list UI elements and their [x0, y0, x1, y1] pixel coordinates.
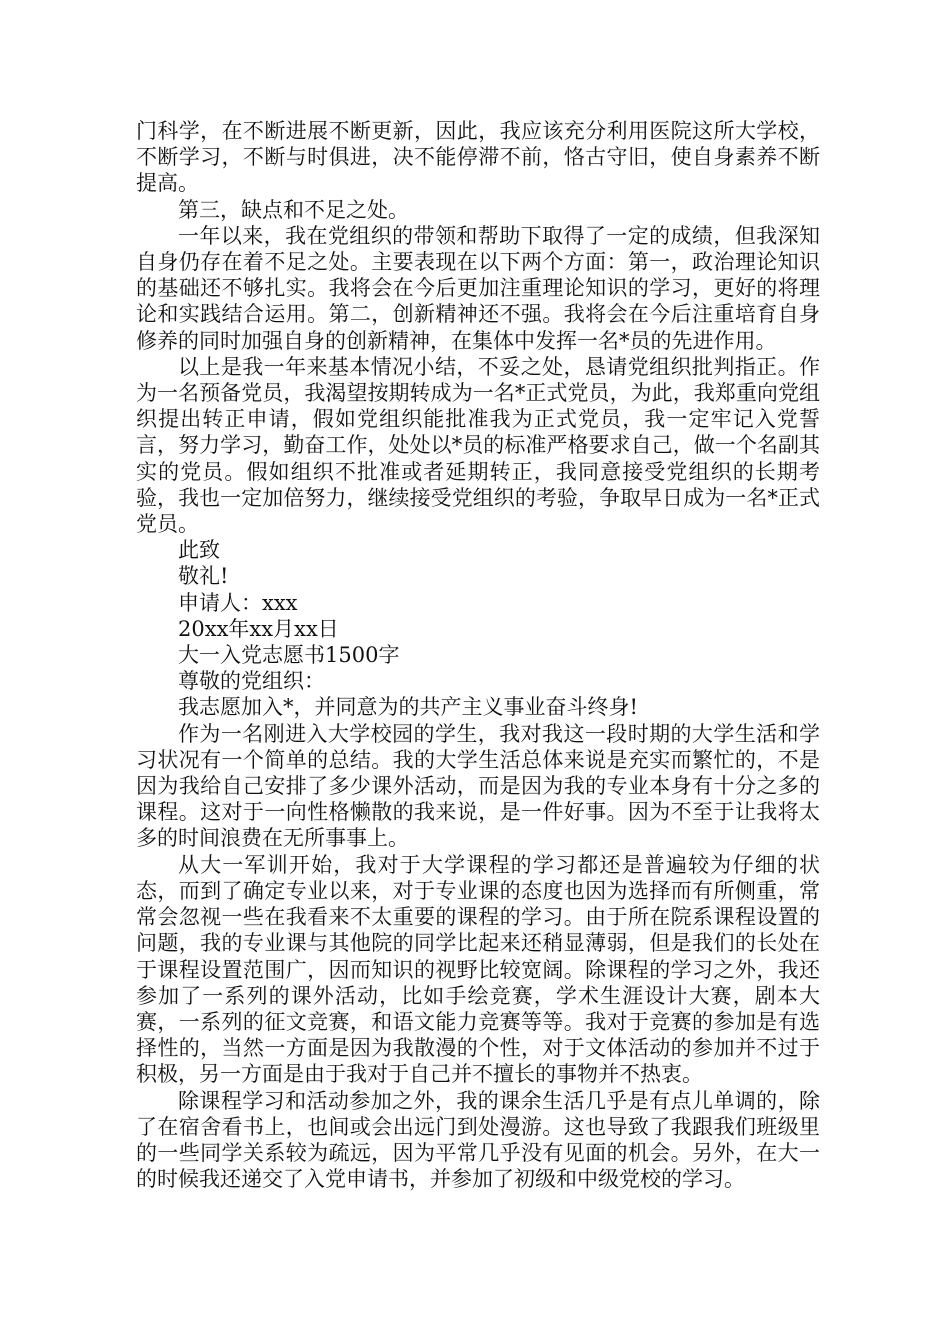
- body-paragraph-3: 除课程学习和活动参加之外，我的课余生活几乎是有点儿单调的，除了在宿舍看书上，也间或会出远门到处漫游。这也导致了我跟我们班级里的一些同学关系较为疏远，因为平常几乎没有见面的机会。另外，在大一的时候我还递交了入党申请书，并参加了初级和中级党校的学习。: [136, 1088, 820, 1192]
- closing-line-applicant: 申请人：xxx: [178, 590, 298, 615]
- closing-line-date: 20xx年xx月xx日: [178, 616, 339, 641]
- document-page: [136, 118, 820, 1192]
- paragraph-shortcomings: 一年以来，我在党组织的带领和帮助下取得了一定的成绩，但我深知自身仍存在着不足之处。主要表现在以下两个方面：第一，政治理论知识的基础还不够扎实。我将会在今后更加注重理论知识的学习，更好的将理论和实践结合运用。第二，创新精神还不强。我将会在今后注重培育自身修养的同时加强自身的创新精神，在集体中发挥一名*员的先进作用。: [136, 223, 820, 353]
- paragraph-summary: 以上是我一年来基本情况小结，不妥之处，恳请党组织批判指正。作为一名预备党员，我渴望按期转成为一名*正式党员，为此，我郑重向党组织提出转正申请，假如党组织能批准我为正式党员，我一定牢记入党誓言，努力学习，勤奋工作，处处以*员的标准严格要求自己，做一个名副其实的党员。假如组织不批准或者延期转正，我同意接受党组织的长期考验，我也一定加倍努力，继续接受党组织的考验，争取早日成为一名*正式党员。: [136, 354, 820, 537]
- closing-line-regards: 敬礼!: [178, 564, 229, 589]
- closing-line-salutation: 此致: [178, 538, 220, 563]
- letter-pledge: 我志愿加入*，并同意为的共产主义事业奋斗终身!: [178, 695, 638, 720]
- body-paragraph-2: 从大一军训开始，我对于大学课程的学习都还是普遍较为仔细的状态，而到了确定专业以来，对于专业课的态度也因为选择而有所侧重，常常会忽视一些在我看来不太重要的课程的学习。由于所在院系课程设置的问题，我的专业课与其他院的同学比起来还稍显薄弱，但是我们的长处在于课程设置范围广，因而知识的视野比较宽阔。除课程的学习之外，我还参加了一系列的课外活动，比如手绘竞赛，学术生涯设计大赛，剧本大赛，一系列的征文竞赛，和语文能力竞赛等等。我对于竞赛的参加是有选择性的，当然一方面是因为我散漫的个性，对于文体活动的参加并不过于积极，另一方面是由于我对于自己并不擅长的事物并不热衷。: [136, 852, 820, 1087]
- paragraph-continuation: 门科学，在不断进展不断更新，因此，我应该充分利用医院这所大学校，不断学习，不断与时俱进，决不能停滞不前，恪古守旧，使自身素养不断提高。: [136, 119, 820, 196]
- paragraph-heading-third: 第三，缺点和不足之处。: [178, 197, 409, 222]
- body-paragraph-1: 作为一名刚进入大学校园的学生，我对我这一段时期的大学生活和学习状况有一个简单的总结。我的大学生活总体来说是充实而繁忙的，不是因为我给自己安排了多少课外活动，而是因为我的专业本身有十分之多的课程。这对于一向性格懒散的我来说，是一件好事。因为不至于让我将太多的时间浪费在无所事事上。: [136, 721, 820, 851]
- section-title: 大一入党志愿书1500字: [178, 643, 400, 668]
- letter-greeting: 尊敬的党组织：: [178, 669, 325, 694]
